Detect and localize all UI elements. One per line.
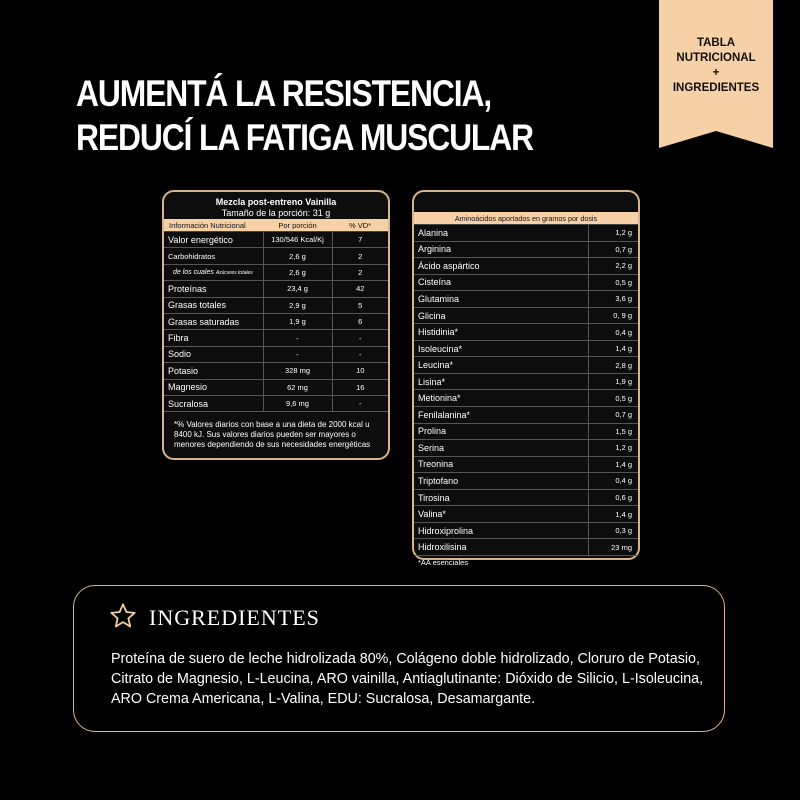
nutrition-table: [164, 219, 388, 412]
nutrient-name: Grasas saturadas: [164, 313, 263, 329]
nutrition-row: [164, 379, 388, 395]
nutrient-name: Proteínas: [164, 281, 263, 297]
nutrient-name: Fibra: [164, 330, 263, 346]
nutrient-name: Magnesio: [164, 379, 263, 395]
amino-row: [414, 473, 638, 490]
nutrient-value: 2,6 g: [263, 248, 332, 264]
amino-name: Tirosina: [414, 489, 589, 506]
headline: [76, 72, 533, 160]
amino-value: 0,5 g: [589, 274, 639, 291]
amino-name: Isoleucina*: [414, 340, 589, 357]
corner-tag-line3: +: [712, 67, 720, 79]
amino-name: Fenilalanina*: [414, 407, 589, 424]
nutrient-sub-detail: Azúcares totales: [215, 269, 253, 276]
amino-row: [414, 373, 638, 390]
amino-name: Arginina: [414, 241, 589, 258]
amino-row: [414, 423, 638, 440]
amino-value: 2,8 g: [589, 357, 639, 374]
nutrition-row: [164, 313, 388, 329]
nutrient-name: Sucralosa: [164, 395, 263, 411]
amino-table-panel: [412, 190, 640, 567]
amino-value: 1,2 g: [589, 440, 639, 457]
corner-tag-line4: INGREDIENTES: [672, 82, 760, 94]
nutrient-pct: 42: [332, 281, 388, 297]
amino-row: [414, 407, 638, 424]
amino-name: Treonina: [414, 456, 589, 473]
nutrient-value: 62 mg: [263, 379, 332, 395]
amino-value: 0,5 g: [589, 390, 639, 407]
nutrient-value: 23,4 g: [263, 281, 332, 297]
nutrient-pct: 6: [332, 313, 388, 329]
headline-line2: REDUCÍ LA FATIGA MUSCULAR: [76, 117, 533, 158]
nutrition-row: [164, 346, 388, 362]
nutrient-name: Valor energético: [164, 232, 263, 248]
amino-row: [414, 241, 638, 258]
amino-value: 1,4 g: [589, 340, 639, 357]
amino-row: [414, 258, 638, 275]
nutrient-pct: -: [332, 346, 388, 362]
nutrition-row: [164, 330, 388, 346]
amino-row: [414, 307, 638, 324]
nutrient-name: Sodio: [164, 346, 263, 362]
amino-header: Aminoácidos aportados en gramos por dosis: [414, 212, 638, 225]
amino-name: Histidinia*: [414, 324, 589, 341]
amino-row: [414, 340, 638, 357]
amino-footnote: *AA esenciales: [418, 557, 469, 567]
nutrient-pct: 5: [332, 297, 388, 313]
amino-name: Hidroxiprolina: [414, 522, 589, 539]
nutrient-pct: 7: [332, 232, 388, 248]
nutrient-pct: 2: [332, 264, 388, 280]
nutrition-title-block: [164, 192, 388, 219]
nutrition-footnote: *% Valores diarios con base a una dieta de 2000 kcal u 8400 kJ. Sus valores diarios pueden ser mayores o menores dependiendo de sus necesidades energéticas: [174, 420, 371, 450]
amino-name: Ácido aspártico: [414, 258, 589, 275]
nutrient-value: 328 mg: [263, 363, 332, 379]
amino-value: 1,5 g: [589, 423, 639, 440]
corner-tag-line2: NUTRICIONAL: [676, 52, 756, 64]
amino-top-spacer: [414, 192, 638, 212]
amino-value: 1,4 g: [589, 506, 639, 523]
amino-value: 0,3 g: [589, 522, 639, 539]
nutrient-value: 2,9 g: [263, 297, 332, 313]
nutrition-row: [164, 363, 388, 379]
nutrition-row: [164, 232, 388, 248]
nutrient-name: Grasas totales: [164, 297, 263, 313]
corner-tag-text: [659, 36, 773, 96]
amino-row: [414, 489, 638, 506]
amino-row: [414, 539, 638, 556]
amino-header-row: [414, 212, 638, 225]
nutrient-value: -: [263, 330, 332, 346]
amino-value: 0,6 g: [589, 489, 639, 506]
nutrient-pct: 10: [332, 363, 388, 379]
amino-name: Serina: [414, 440, 589, 457]
ingredients-text: Proteína de suero de leche hidrolizada 80%, Colágeno doble hidrolizado, Cloruro de Potasio, Citrato de Magnesio, L-Leucina, ARO vainilla, Antiaglutinante: Dióxido de Silicio, L-Isoleucina, ARO Crema Americana, L-Valina, EDU: Sucralosa, Desamargante.: [111, 651, 704, 707]
nutrient-name: Carbohidratos: [164, 248, 263, 264]
headline-line1: AUMENTÁ LA RESISTENCIA,: [76, 73, 492, 114]
amino-value: 1,2 g: [589, 225, 639, 242]
amino-value: 2,2 g: [589, 258, 639, 275]
nutrition-row: [164, 248, 388, 264]
amino-value: 0, 9 g: [589, 307, 639, 324]
amino-value: 0,4 g: [589, 324, 639, 341]
nutrition-row: [164, 281, 388, 297]
amino-row: [414, 522, 638, 539]
amino-name: Glutamina: [414, 291, 589, 308]
nutrient-name: [164, 264, 263, 280]
nutrition-table-panel: [162, 190, 390, 460]
amino-row: [414, 440, 638, 457]
amino-name: Prolina: [414, 423, 589, 440]
nutrient-value: -: [263, 346, 332, 362]
amino-value: 23 mg: [589, 539, 639, 556]
nutrient-pct: 2: [332, 248, 388, 264]
amino-name: Glicina: [414, 307, 589, 324]
nutrition-header-pct: % VD*: [332, 219, 388, 232]
amino-name: Metionina*: [414, 390, 589, 407]
nutrition-header-name: Información Nutricional: [164, 219, 263, 232]
amino-name: Hidroxilisina: [414, 539, 589, 556]
nutrient-pct: -: [332, 330, 388, 346]
amino-table: [414, 212, 638, 556]
amino-row: [414, 357, 638, 374]
amino-name: Alanina: [414, 225, 589, 242]
amino-name: Cisteína: [414, 274, 589, 291]
nutrition-title: Mezcla post-entreno Vainilla: [215, 197, 337, 207]
nutrient-name: Potasio: [164, 363, 263, 379]
corner-tag: [659, 0, 773, 148]
nutrition-row: [164, 395, 388, 411]
nutrient-pct: 16: [332, 379, 388, 395]
amino-value: 0,7 g: [589, 407, 639, 424]
amino-value: 0,4 g: [589, 473, 639, 490]
amino-value: 1,4 g: [589, 456, 639, 473]
amino-row: [414, 324, 638, 341]
amino-value: 0,7 g: [589, 241, 639, 258]
nutrient-value: 9,6 mg: [263, 395, 332, 411]
nutrition-row: [164, 297, 388, 313]
nutrient-value: 2,6 g: [263, 264, 332, 280]
nutrient-value: 130/546 Kcal/Kj: [263, 232, 332, 248]
amino-row: [414, 291, 638, 308]
amino-name: Valina*: [414, 506, 589, 523]
nutrition-header-portion: Por porción: [263, 219, 332, 232]
corner-tag-line1: TABLA: [696, 37, 736, 49]
amino-name: Triptofano: [414, 473, 589, 490]
amino-value: 3,6 g: [589, 291, 639, 308]
nutrient-pct: -: [332, 395, 388, 411]
nutrient-sub-label: de los cuales: [173, 268, 214, 276]
ingredients-title: INGREDIENTES: [149, 605, 320, 630]
amino-row: [414, 506, 638, 523]
amino-row: [414, 274, 638, 291]
amino-name: Leucina*: [414, 357, 589, 374]
amino-row: [414, 225, 638, 242]
nutrient-value: 1,9 g: [263, 313, 332, 329]
star-outline-icon: [109, 602, 137, 630]
ingredients-box: [73, 585, 725, 732]
amino-row: [414, 390, 638, 407]
amino-row: [414, 456, 638, 473]
amino-name: Lisina*: [414, 373, 589, 390]
nutrition-header-row: [164, 219, 388, 232]
nutrition-serving: Tamaño de la porción: 31 g: [221, 208, 331, 218]
nutrition-row: [164, 264, 388, 280]
amino-value: 1,9 g: [589, 373, 639, 390]
